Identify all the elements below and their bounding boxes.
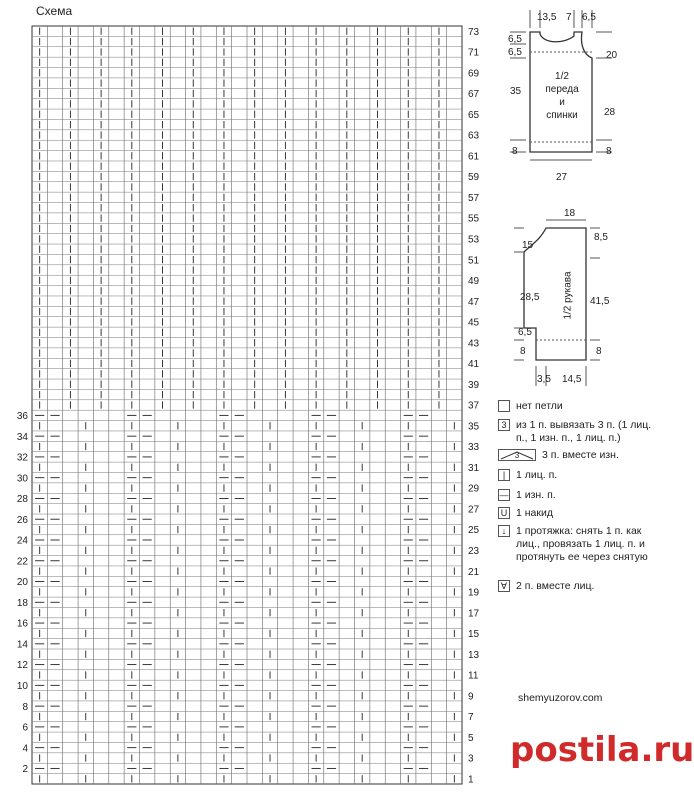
row-number-right: 3 bbox=[468, 753, 474, 765]
fb-top-width-3: 6,5 bbox=[582, 12, 596, 23]
row-number-right: 19 bbox=[468, 587, 480, 599]
row-number-right: 9 bbox=[468, 691, 474, 703]
sl-right-top: 8,5 bbox=[594, 232, 608, 243]
row-number-left: 24 bbox=[16, 535, 28, 547]
row-number-right: 29 bbox=[468, 483, 480, 495]
no-stitch-icon bbox=[498, 400, 510, 412]
row-number-left: 30 bbox=[16, 473, 28, 485]
sl-left-top: 15 bbox=[522, 240, 534, 251]
site-credit: shemyuzorov.com bbox=[518, 692, 603, 704]
postila-watermark: postila.ru bbox=[510, 730, 694, 770]
knit-two-together-icon: ∀ bbox=[498, 580, 510, 592]
purl-icon: — bbox=[499, 490, 509, 500]
row-number-right: 11 bbox=[468, 670, 479, 682]
sl-cuff-a: 6,5 bbox=[518, 327, 532, 338]
knit-icon: | bbox=[498, 469, 510, 481]
row-number-left: 36 bbox=[16, 411, 28, 423]
row-number-left: 18 bbox=[16, 597, 28, 609]
row-number-right: 33 bbox=[468, 442, 480, 454]
row-number-left: 12 bbox=[16, 660, 28, 672]
sl-top-width: 18 bbox=[564, 208, 576, 219]
sl-right-mid: 41,5 bbox=[590, 296, 610, 307]
row-number-left: 6 bbox=[22, 722, 28, 734]
fb-bottom-width: 27 bbox=[556, 172, 568, 183]
row-number-right: 21 bbox=[468, 566, 480, 578]
row-number-left: 14 bbox=[16, 639, 28, 651]
row-number-right: 1 bbox=[468, 774, 474, 786]
fb-left-height: 35 bbox=[510, 86, 522, 97]
row-number-right: 57 bbox=[468, 192, 480, 204]
row-number-right: 61 bbox=[468, 151, 480, 163]
fb-label-4: спинки bbox=[546, 110, 578, 121]
row-number-right: 7 bbox=[468, 712, 474, 724]
fb-left-top-b: 6,5 bbox=[508, 47, 522, 58]
row-number-right: 27 bbox=[468, 504, 480, 516]
row-number-right: 39 bbox=[468, 379, 480, 391]
row-number-left: 16 bbox=[16, 618, 28, 630]
row-number-right: 35 bbox=[468, 421, 480, 433]
row-number-left: 10 bbox=[16, 680, 28, 692]
row-number-right: 25 bbox=[468, 525, 480, 537]
row-number-right: 65 bbox=[468, 109, 480, 121]
row-number-right: 69 bbox=[468, 68, 480, 80]
row-number-right: 63 bbox=[468, 130, 480, 142]
row-number-right: 13 bbox=[468, 649, 480, 661]
fb-right-bottom: 8 bbox=[606, 146, 612, 157]
slip-decrease-icon: ↓ bbox=[498, 525, 510, 537]
row-number-left: 26 bbox=[16, 514, 28, 526]
row-number-right: 31 bbox=[468, 462, 480, 474]
fb-left-top-a: 6,5 bbox=[508, 34, 522, 45]
row-number-right: 71 bbox=[468, 47, 480, 59]
sl-cuff-b: 8 bbox=[520, 346, 526, 357]
row-number-right: 59 bbox=[468, 172, 480, 184]
row-number-right: 41 bbox=[468, 359, 480, 371]
sl-bottom-a: 3,5 bbox=[537, 374, 551, 385]
fb-right-top: 20 bbox=[606, 50, 618, 61]
row-number-left: 4 bbox=[22, 743, 28, 755]
three-together-icon: 3 bbox=[498, 449, 536, 461]
sl-left-mid: 28,5 bbox=[520, 292, 540, 303]
fb-label bbox=[532, 70, 592, 122]
fb-label-2: переда bbox=[545, 84, 579, 95]
row-number-left: 2 bbox=[22, 764, 28, 776]
fb-top-width-2: 7 bbox=[566, 12, 572, 23]
make-three-icon: 3 bbox=[498, 419, 510, 431]
fb-left-bottom: 8 bbox=[512, 146, 518, 157]
row-number-right: 37 bbox=[468, 400, 480, 412]
row-number-right: 23 bbox=[468, 546, 480, 558]
row-number-left: 20 bbox=[16, 577, 28, 589]
fb-top-width-1: 13,5 bbox=[537, 12, 557, 23]
row-number-right: 45 bbox=[468, 317, 480, 329]
fb-right-mid: 28 bbox=[604, 107, 616, 118]
row-number-right: 67 bbox=[468, 89, 480, 101]
row-number-left: 32 bbox=[16, 452, 28, 464]
row-number-right: 43 bbox=[468, 338, 480, 350]
row-number-right: 47 bbox=[468, 296, 480, 308]
row-number-right: 15 bbox=[468, 629, 480, 641]
row-number-right: 5 bbox=[468, 732, 474, 744]
sl-right-cuff: 8 bbox=[596, 346, 602, 357]
row-number-right: 51 bbox=[468, 255, 480, 267]
row-number-left: 8 bbox=[22, 701, 28, 713]
fb-label-1: 1/2 bbox=[555, 71, 569, 82]
row-number-right: 17 bbox=[468, 608, 480, 620]
row-number-right: 73 bbox=[468, 26, 480, 38]
row-number-right: 53 bbox=[468, 234, 480, 246]
sleeve-label: 1/2 рукава bbox=[562, 271, 574, 320]
row-number-left: 28 bbox=[16, 494, 28, 506]
row-number-right: 55 bbox=[468, 213, 480, 225]
chart-title: Схема bbox=[36, 4, 73, 18]
sl-bottom-b: 14,5 bbox=[562, 374, 582, 385]
row-number-left: 22 bbox=[16, 556, 28, 568]
row-number-left: 34 bbox=[16, 431, 28, 443]
yarn-over-icon: U bbox=[498, 507, 510, 519]
row-number-right: 49 bbox=[468, 276, 480, 288]
fb-label-3: и bbox=[559, 97, 565, 108]
